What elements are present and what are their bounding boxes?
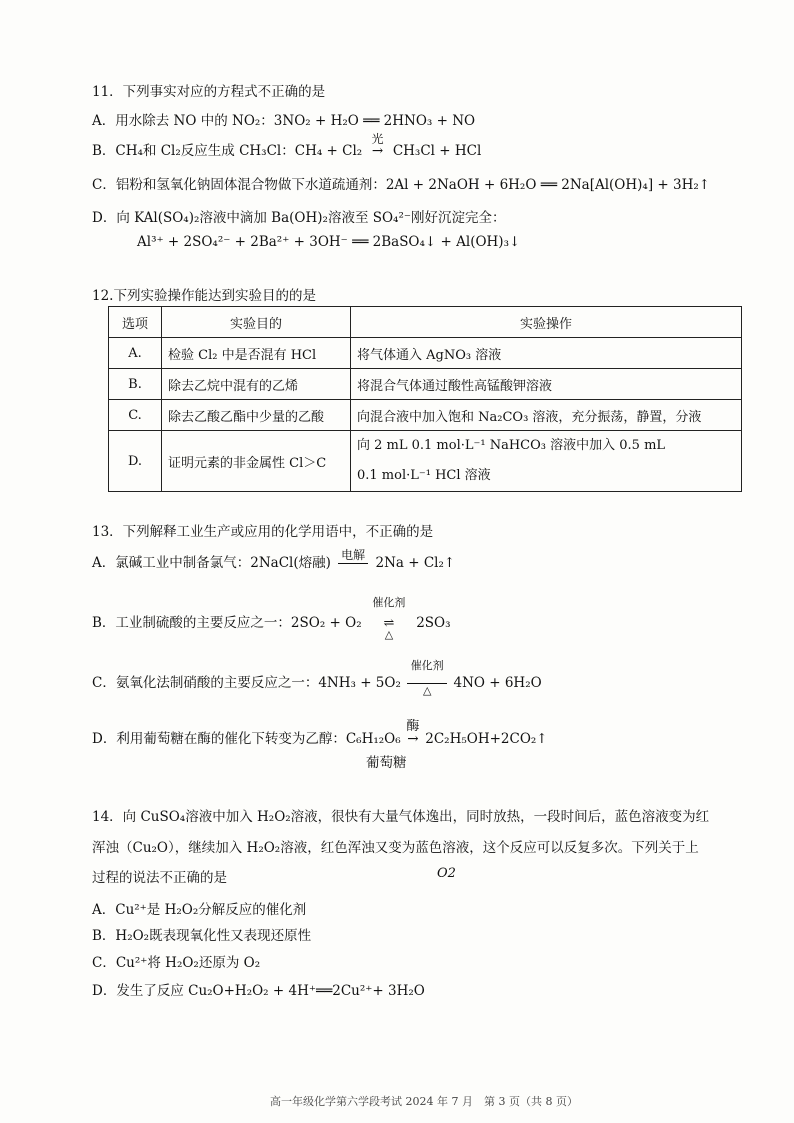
header-operation: 实验操作 (351, 307, 742, 338)
q11-light-arrow: 光 → (367, 143, 389, 159)
q13-a-condition: 电解 (341, 548, 366, 562)
q14-stem-line1: 14．向 CuSO₄溶液中加入 H₂O₂溶液，很快有大量气体逸出，同时放热，一段时间后，蓝色溶液变为红 (92, 809, 710, 825)
q11-option-d: D．向 KAl(SO₄)₂溶液中滴加 Ba(OH)₂溶液至 SO₄²⁻刚好沉淀完全： (92, 210, 506, 226)
page-footer: 高一年级化学第六学段考试 2024 年 7 月 第 3 页（共 8 页） (270, 1095, 578, 1108)
table-row (109, 400, 742, 431)
q14-option-d: D．发生了反应 Cu₂O+H₂O₂ + 4H⁺══2Cu²⁺+ 3H₂O (92, 983, 425, 999)
q13-c-catalyst: 催化剂 (410, 659, 444, 672)
q11-option-b-products: CH₃Cl + HCl (392, 143, 482, 159)
q12-stem: 12.下列实验操作能达到实验目的的是 (92, 288, 316, 304)
q13-b-products: 2SO₃ (416, 615, 451, 631)
row-a-operation: 将气体通入 AgNO₃ 溶液 (351, 338, 742, 369)
q13-stem: 13．下列解释工业生产或应用的化学用语中，不正确的是 (92, 524, 434, 540)
row-a-option: A. (109, 338, 162, 369)
header-option: 选项 (109, 307, 162, 338)
row-d-operation-line2: 0.1 mol·L⁻¹ HCl 溶液 (357, 468, 491, 483)
q11-light-condition: 光 (371, 132, 384, 146)
row-c-purpose: 除去乙酸乙酯中少量的乙酸 (162, 400, 351, 431)
q13-d-enzyme: 酶 (406, 719, 420, 734)
row-d-purpose: 证明元素的非金属性 Cl＞C (162, 431, 351, 492)
q13-option-a (92, 548, 456, 571)
q13-a-electrolysis-arrow (338, 548, 368, 564)
q14-option-a: A．Cu²⁺是 H₂O₂分解反应的催化剂 (92, 902, 307, 918)
q14-option-c: C．Cu²⁺将 H₂O₂还原为 O₂ (92, 955, 261, 971)
q13-b-reversible-arrow: 催化剂 ⇌ △ (368, 619, 410, 629)
table-row (109, 369, 742, 400)
row-d-operation (351, 431, 742, 492)
handwritten-note: O2 (437, 866, 456, 881)
row-c-operation: 向混合液中加入饱和 Na₂CO₃ 溶液，充分振荡，静置，分液 (351, 400, 742, 431)
q13-option-d (92, 719, 548, 747)
header-purpose: 实验目的 (162, 307, 351, 338)
q14-stem-line2: 浑浊（Cu₂O），继续加入 H₂O₂溶液，红色浑浊又变为蓝色溶液，这个反应可以反复多次。下列关于上 (92, 840, 699, 856)
q13-d-products: 2C₂H₅OH+2CO₂↑ (425, 731, 548, 747)
q13-d-reactants: D．利用葡萄糖在酶的催化下转变为乙醇：C₆H₁₂O₆ (92, 731, 401, 747)
q12-experiment-table (108, 306, 742, 492)
q11-option-b (92, 132, 482, 159)
row-d-operation-line1: 向 2 mL 0.1 mol·L⁻¹ NaHCO₃ 溶液中加入 0.5 mL (357, 438, 666, 453)
q11-option-b-reactants: B．CH₄和 Cl₂反应生成 CH₃Cl：CH₄ + Cl₂ (92, 143, 363, 159)
row-a-purpose: 检验 Cl₂ 中是否混有 HCl (162, 338, 351, 369)
row-b-purpose: 除去乙烷中混有的乙烯 (162, 369, 351, 400)
q14-stem-line3: 过程的说法不正确的是 (92, 870, 227, 886)
q13-c-arrow (407, 659, 447, 697)
q14-option-b: B．H₂O₂既表现氧化性又表现还原性 (92, 928, 312, 944)
q13-b-heat: △ (384, 627, 394, 641)
q13-c-heat: △ (422, 684, 432, 697)
row-b-option: B. (109, 369, 162, 400)
row-c-option: C. (109, 400, 162, 431)
q13-b-reactants: B．工业制硫酸的主要反应之一：2SO₂ + O₂ (92, 615, 362, 631)
table-header-row (109, 307, 742, 338)
q11-stem: 11．下列事实对应的方程式不正确的是 (92, 84, 326, 100)
q13-option-b (92, 595, 451, 641)
table-row (109, 431, 742, 492)
q13-d-enzyme-arrow: 酶 → (405, 731, 421, 747)
table-row (109, 338, 742, 369)
q13-a-reactants: A．氯碱工业中制备氯气：2NaCl(熔融) (92, 555, 331, 571)
q13-option-c (92, 659, 542, 697)
row-b-operation: 将混合气体通过酸性高锰酸钾溶液 (351, 369, 742, 400)
q13-d-glucose-label: 葡萄糖 (366, 755, 407, 771)
q13-b-catalyst: 催化剂 (372, 595, 406, 609)
q13-c-reactants: C．氨氧化法制硝酸的主要反应之一：4NH₃ + 5O₂ (92, 675, 401, 691)
q11-option-a: A．用水除去 NO 中的 NO₂：3NO₂ + H₂O ══ 2HNO₃ + NO (92, 113, 476, 129)
row-d-option: D. (109, 431, 162, 492)
q11-option-d-equation: Al³⁺ + 2SO₄²⁻ + 2Ba²⁺ + 3OH⁻ ══ 2BaSO₄↓ + Al(OH)₃↓ (137, 234, 521, 250)
q13-c-products: 4NO + 6H₂O (453, 675, 542, 691)
q13-a-products: 2Na + Cl₂↑ (375, 555, 456, 571)
q11-option-c: C．铝粉和氢氧化钠固体混合物做下水道疏通剂：2Al + 2NaOH + 6H₂O ══ 2Na[Al(OH)₄] + 3H₂↑ (92, 177, 711, 193)
